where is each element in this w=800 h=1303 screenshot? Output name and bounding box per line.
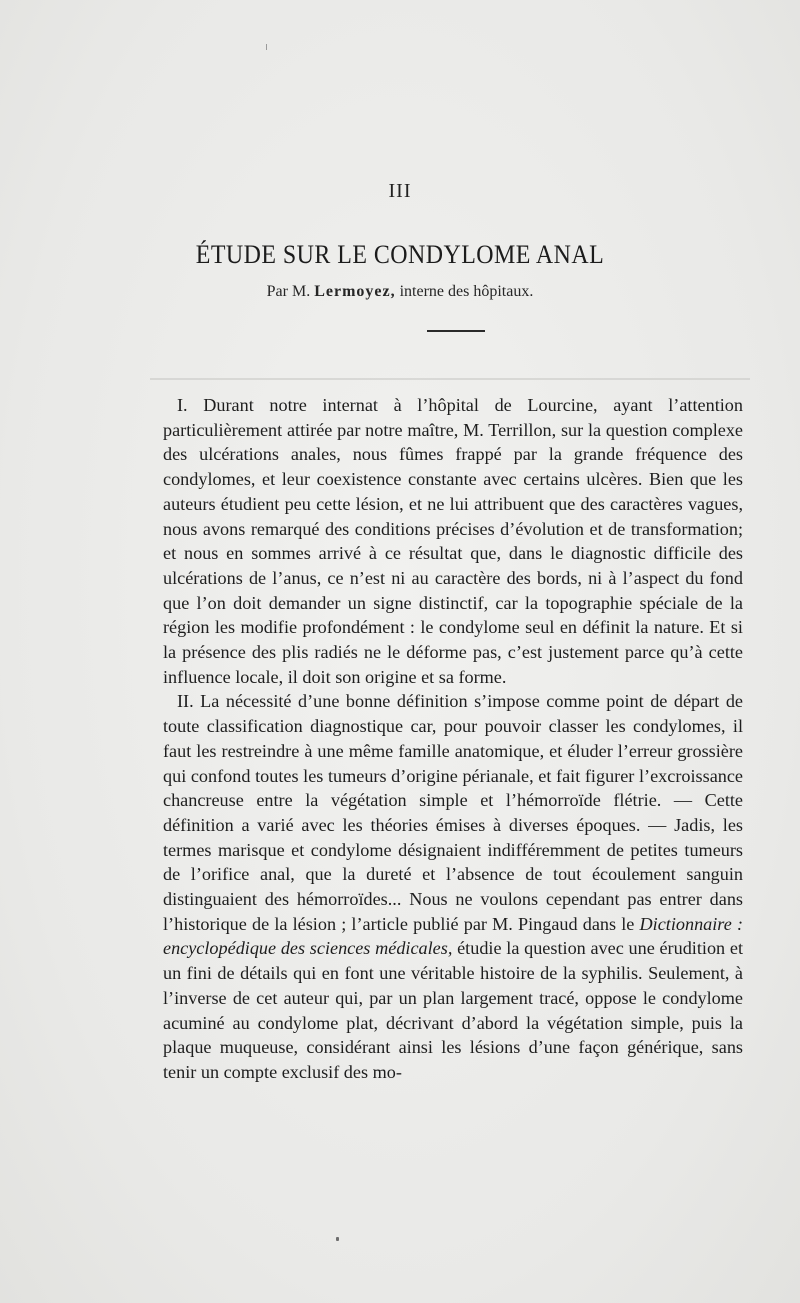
paragraph-2-text-end: étudie la question avec une érudition et un fini de détails qui en font une véritable histoire de la syphilis. Seulement, à l’inverse de cet auteur qui, par un plan largement tracé, oppose le condylome acuminé au condylome plat, décrivant d’abord la végétation simple, puis la plaque muqueuse, considérant ainsi les lésions d’une façon générique, sans tenir un compte exclusif des mo- bbox=[163, 938, 743, 1082]
section-number: III bbox=[388, 180, 412, 202]
dictionary-title-italic: Dictionnaire : encyclopédique des sciences médicales, bbox=[163, 913, 743, 959]
byline-prefix: Par M. bbox=[266, 283, 311, 300]
paragraph-1-text: I. Durant notre internat à l’hôpital de Lourcine, ayant l’attention particulièrement attirée par notre maître, M. Terrillon, sur la question complexe des ulcérations anales, nous fûmes frappé par la grande fréquence des condylomes, et leur coexistence constante avec certains ulcères. Bien que les auteurs étudient peu cette lésion, et ne lui attribuent que des caractères vagues, nous avons remarqué des conditions précises d’évolution et de transformation; et nous en sommes arrivé à ce résultat que, dans le diagnostic difficile des ulcérations de l’anus, ce n’est ni au caractère des bords, ni à l’aspect du fond que l’on doit demander un signe distinctif, car la topographie spéciale de la région les modifie profondément : le condylome seul en définit la nature. Et si la présence des plis radiés ne le déforme pas, c’est justement parce qu’à cette influence locale, il doit son origine et sa forme. bbox=[163, 395, 743, 687]
author-name: Lermoyez, bbox=[314, 283, 396, 300]
paragraph-2-text-start: II. La nécessité d’une bonne définition s’impose comme point de départ de toute classification diagnostique car, pour pouvoir classer les condylomes, il faut les restreindre à une même famille anatomique, et éluder l’erreur grossière qui confond toutes les tumeurs d’origine périanale, et fait figurer l’excroissance chancreuse entre la végétation simple et l’hémorroïde flétrie. — Cette définition a varié avec les théories émises à diverses époques. — Jadis, les termes marisque et condylome désignaient indifféremment de petites tumeurs de l’orifice anal, que la dureté et l’absence de tout écoulement sanguin distinguaient des hémorroïdes... Nous ne voulons cependant pas entrer dans l’historique de la lésion ; l’article publié par M. Pingaud dans le bbox=[163, 691, 743, 934]
title-rule bbox=[427, 330, 485, 332]
paper-speck bbox=[336, 1237, 339, 1241]
paper-speck bbox=[266, 44, 267, 50]
paragraph-2 bbox=[163, 689, 743, 1084]
byline-suffix: interne des hôpitaux. bbox=[399, 283, 534, 300]
article-body bbox=[163, 393, 743, 1085]
paragraph-1 bbox=[163, 393, 743, 689]
byline bbox=[0, 283, 800, 301]
article-title: ÉTUDE SUR LE CONDYLOME ANAL bbox=[195, 240, 605, 269]
